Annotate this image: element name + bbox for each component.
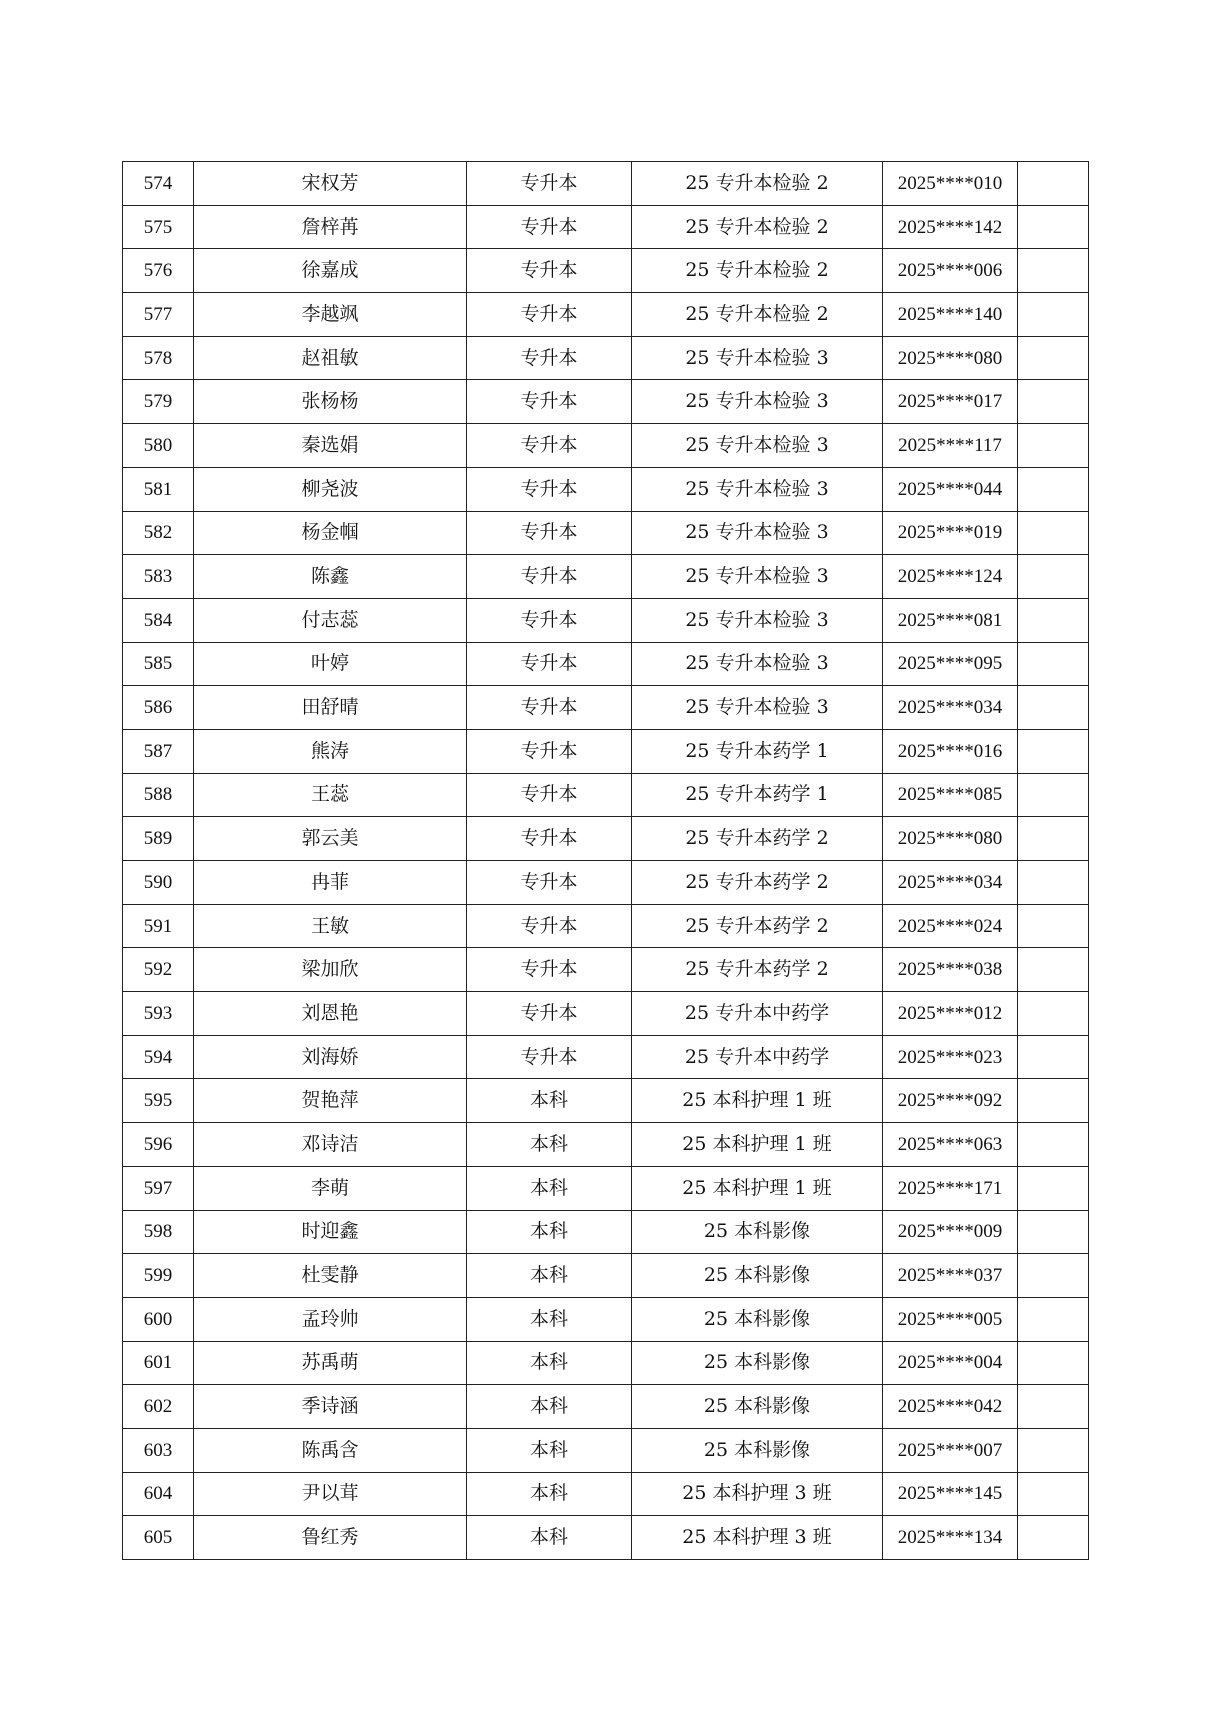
remarks-cell xyxy=(1018,1516,1089,1560)
program-type-cell: 专升本 xyxy=(467,293,632,337)
program-type-cell: 本科 xyxy=(467,1254,632,1298)
row-number-cell: 604 xyxy=(123,1472,194,1516)
table-row xyxy=(123,1428,1089,1472)
student-id-cell: 2025****006 xyxy=(883,249,1018,293)
program-type-cell: 本科 xyxy=(467,1166,632,1210)
student-id-cell: 2025****134 xyxy=(883,1516,1018,1560)
student-id-cell: 2025****037 xyxy=(883,1254,1018,1298)
table-row xyxy=(123,642,1089,686)
table-row xyxy=(123,904,1089,948)
student-name-cell: 苏禹萌 xyxy=(194,1341,467,1385)
table-row xyxy=(123,1035,1089,1079)
table-row xyxy=(123,948,1089,992)
program-type-cell: 专升本 xyxy=(467,336,632,380)
program-type-cell: 本科 xyxy=(467,1297,632,1341)
student-name-cell: 张杨杨 xyxy=(194,380,467,424)
class-name-cell: 25 专升本药学 2 xyxy=(632,861,883,905)
class-name-cell: 25 专升本检验 3 xyxy=(632,598,883,642)
remarks-cell xyxy=(1018,1035,1089,1079)
remarks-cell xyxy=(1018,467,1089,511)
table-row xyxy=(123,861,1089,905)
class-name-cell: 25 本科影像 xyxy=(632,1210,883,1254)
table-row xyxy=(123,249,1089,293)
student-id-cell: 2025****095 xyxy=(883,642,1018,686)
table-row xyxy=(123,817,1089,861)
row-number-cell: 586 xyxy=(123,686,194,730)
row-number-cell: 581 xyxy=(123,467,194,511)
program-type-cell: 专升本 xyxy=(467,773,632,817)
remarks-cell xyxy=(1018,162,1089,206)
class-name-cell: 25 专升本药学 2 xyxy=(632,904,883,948)
row-number-cell: 575 xyxy=(123,205,194,249)
row-number-cell: 579 xyxy=(123,380,194,424)
student-name-cell: 熊涛 xyxy=(194,729,467,773)
program-type-cell: 专升本 xyxy=(467,467,632,511)
row-number-cell: 593 xyxy=(123,992,194,1036)
student-name-cell: 时迎鑫 xyxy=(194,1210,467,1254)
row-number-cell: 583 xyxy=(123,555,194,599)
student-id-cell: 2025****044 xyxy=(883,467,1018,511)
program-type-cell: 专升本 xyxy=(467,598,632,642)
row-number-cell: 584 xyxy=(123,598,194,642)
class-name-cell: 25 专升本检验 2 xyxy=(632,205,883,249)
program-type-cell: 本科 xyxy=(467,1079,632,1123)
class-name-cell: 25 专升本检验 3 xyxy=(632,511,883,555)
student-name-cell: 田舒晴 xyxy=(194,686,467,730)
class-name-cell: 25 专升本检验 3 xyxy=(632,424,883,468)
row-number-cell: 574 xyxy=(123,162,194,206)
class-name-cell: 25 专升本检验 3 xyxy=(632,642,883,686)
remarks-cell xyxy=(1018,1297,1089,1341)
program-type-cell: 本科 xyxy=(467,1472,632,1516)
roster-table-body xyxy=(123,162,1089,1560)
remarks-cell xyxy=(1018,992,1089,1036)
student-name-cell: 付志蕊 xyxy=(194,598,467,642)
remarks-cell xyxy=(1018,293,1089,337)
student-id-cell: 2025****038 xyxy=(883,948,1018,992)
student-name-cell: 宋权芳 xyxy=(194,162,467,206)
student-id-cell: 2025****024 xyxy=(883,904,1018,948)
student-name-cell: 李萌 xyxy=(194,1166,467,1210)
student-id-cell: 2025****009 xyxy=(883,1210,1018,1254)
row-number-cell: 589 xyxy=(123,817,194,861)
student-id-cell: 2025****005 xyxy=(883,1297,1018,1341)
student-name-cell: 尹以茸 xyxy=(194,1472,467,1516)
remarks-cell xyxy=(1018,773,1089,817)
student-id-cell: 2025****034 xyxy=(883,686,1018,730)
student-name-cell: 冉菲 xyxy=(194,861,467,905)
student-name-cell: 陈鑫 xyxy=(194,555,467,599)
class-name-cell: 25 专升本药学 2 xyxy=(632,948,883,992)
remarks-cell xyxy=(1018,424,1089,468)
class-name-cell: 25 本科影像 xyxy=(632,1428,883,1472)
program-type-cell: 本科 xyxy=(467,1210,632,1254)
remarks-cell xyxy=(1018,904,1089,948)
class-name-cell: 25 专升本检验 2 xyxy=(632,162,883,206)
student-name-cell: 陈禹含 xyxy=(194,1428,467,1472)
row-number-cell: 592 xyxy=(123,948,194,992)
class-name-cell: 25 专升本药学 2 xyxy=(632,817,883,861)
student-name-cell: 杨金帼 xyxy=(194,511,467,555)
program-type-cell: 专升本 xyxy=(467,948,632,992)
program-type-cell: 专升本 xyxy=(467,861,632,905)
student-id-cell: 2025****124 xyxy=(883,555,1018,599)
table-row xyxy=(123,598,1089,642)
program-type-cell: 专升本 xyxy=(467,511,632,555)
table-row xyxy=(123,467,1089,511)
row-number-cell: 596 xyxy=(123,1123,194,1167)
program-type-cell: 专升本 xyxy=(467,642,632,686)
table-row xyxy=(123,1123,1089,1167)
student-name-cell: 梁加欣 xyxy=(194,948,467,992)
remarks-cell xyxy=(1018,249,1089,293)
table-row xyxy=(123,1472,1089,1516)
row-number-cell: 582 xyxy=(123,511,194,555)
program-type-cell: 专升本 xyxy=(467,904,632,948)
table-row xyxy=(123,511,1089,555)
row-number-cell: 587 xyxy=(123,729,194,773)
student-name-cell: 赵祖敏 xyxy=(194,336,467,380)
row-number-cell: 601 xyxy=(123,1341,194,1385)
program-type-cell: 本科 xyxy=(467,1123,632,1167)
class-name-cell: 25 本科影像 xyxy=(632,1341,883,1385)
student-id-cell: 2025****092 xyxy=(883,1079,1018,1123)
class-name-cell: 25 专升本中药学 xyxy=(632,1035,883,1079)
student-id-cell: 2025****012 xyxy=(883,992,1018,1036)
table-row xyxy=(123,555,1089,599)
class-name-cell: 25 专升本检验 2 xyxy=(632,293,883,337)
table-row xyxy=(123,1297,1089,1341)
class-name-cell: 25 专升本检验 3 xyxy=(632,380,883,424)
class-name-cell: 25 专升本检验 3 xyxy=(632,555,883,599)
class-name-cell: 25 专升本药学 1 xyxy=(632,729,883,773)
class-name-cell: 25 本科护理 1 班 xyxy=(632,1079,883,1123)
table-row xyxy=(123,1079,1089,1123)
program-type-cell: 专升本 xyxy=(467,686,632,730)
student-name-cell: 刘恩艳 xyxy=(194,992,467,1036)
student-name-cell: 季诗涵 xyxy=(194,1385,467,1429)
remarks-cell xyxy=(1018,1428,1089,1472)
row-number-cell: 594 xyxy=(123,1035,194,1079)
remarks-cell xyxy=(1018,1123,1089,1167)
class-name-cell: 25 专升本药学 1 xyxy=(632,773,883,817)
class-name-cell: 25 专升本检验 3 xyxy=(632,336,883,380)
student-name-cell: 王敏 xyxy=(194,904,467,948)
student-name-cell: 柳尧波 xyxy=(194,467,467,511)
table-row xyxy=(123,992,1089,1036)
row-number-cell: 600 xyxy=(123,1297,194,1341)
student-roster-table xyxy=(122,161,1089,1560)
remarks-cell xyxy=(1018,1472,1089,1516)
student-id-cell: 2025****042 xyxy=(883,1385,1018,1429)
class-name-cell: 25 本科护理 3 班 xyxy=(632,1472,883,1516)
row-number-cell: 599 xyxy=(123,1254,194,1298)
student-name-cell: 王蕊 xyxy=(194,773,467,817)
student-id-cell: 2025****023 xyxy=(883,1035,1018,1079)
row-number-cell: 590 xyxy=(123,861,194,905)
table-row xyxy=(123,1341,1089,1385)
remarks-cell xyxy=(1018,205,1089,249)
remarks-cell xyxy=(1018,948,1089,992)
table-row xyxy=(123,293,1089,337)
class-name-cell: 25 专升本检验 3 xyxy=(632,686,883,730)
remarks-cell xyxy=(1018,380,1089,424)
student-id-cell: 2025****171 xyxy=(883,1166,1018,1210)
program-type-cell: 专升本 xyxy=(467,162,632,206)
program-type-cell: 专升本 xyxy=(467,1035,632,1079)
student-id-cell: 2025****019 xyxy=(883,511,1018,555)
remarks-cell xyxy=(1018,861,1089,905)
row-number-cell: 597 xyxy=(123,1166,194,1210)
remarks-cell xyxy=(1018,1385,1089,1429)
row-number-cell: 603 xyxy=(123,1428,194,1472)
program-type-cell: 本科 xyxy=(467,1516,632,1560)
student-name-cell: 叶婷 xyxy=(194,642,467,686)
remarks-cell xyxy=(1018,511,1089,555)
program-type-cell: 专升本 xyxy=(467,555,632,599)
student-id-cell: 2025****145 xyxy=(883,1472,1018,1516)
class-name-cell: 25 本科影像 xyxy=(632,1254,883,1298)
remarks-cell xyxy=(1018,598,1089,642)
table-row xyxy=(123,205,1089,249)
student-id-cell: 2025****140 xyxy=(883,293,1018,337)
class-name-cell: 25 专升本中药学 xyxy=(632,992,883,1036)
remarks-cell xyxy=(1018,555,1089,599)
program-type-cell: 专升本 xyxy=(467,205,632,249)
student-name-cell: 郭云美 xyxy=(194,817,467,861)
class-name-cell: 25 专升本检验 3 xyxy=(632,467,883,511)
student-name-cell: 邓诗洁 xyxy=(194,1123,467,1167)
row-number-cell: 578 xyxy=(123,336,194,380)
program-type-cell: 本科 xyxy=(467,1385,632,1429)
student-name-cell: 刘海娇 xyxy=(194,1035,467,1079)
remarks-cell xyxy=(1018,1079,1089,1123)
table-row xyxy=(123,336,1089,380)
program-type-cell: 专升本 xyxy=(467,729,632,773)
table-row xyxy=(123,162,1089,206)
student-name-cell: 詹梓苒 xyxy=(194,205,467,249)
remarks-cell xyxy=(1018,1341,1089,1385)
student-name-cell: 杜雯静 xyxy=(194,1254,467,1298)
row-number-cell: 605 xyxy=(123,1516,194,1560)
class-name-cell: 25 本科影像 xyxy=(632,1297,883,1341)
table-row xyxy=(123,424,1089,468)
table-row xyxy=(123,773,1089,817)
student-id-cell: 2025****010 xyxy=(883,162,1018,206)
remarks-cell xyxy=(1018,336,1089,380)
student-name-cell: 孟玲帅 xyxy=(194,1297,467,1341)
remarks-cell xyxy=(1018,686,1089,730)
student-id-cell: 2025****081 xyxy=(883,598,1018,642)
student-name-cell: 秦选娟 xyxy=(194,424,467,468)
program-type-cell: 专升本 xyxy=(467,380,632,424)
row-number-cell: 580 xyxy=(123,424,194,468)
remarks-cell xyxy=(1018,817,1089,861)
class-name-cell: 25 本科影像 xyxy=(632,1385,883,1429)
program-type-cell: 专升本 xyxy=(467,424,632,468)
student-id-cell: 2025****080 xyxy=(883,817,1018,861)
program-type-cell: 本科 xyxy=(467,1341,632,1385)
student-id-cell: 2025****142 xyxy=(883,205,1018,249)
row-number-cell: 595 xyxy=(123,1079,194,1123)
student-name-cell: 鲁红秀 xyxy=(194,1516,467,1560)
student-name-cell: 贺艳萍 xyxy=(194,1079,467,1123)
row-number-cell: 585 xyxy=(123,642,194,686)
table-row xyxy=(123,1166,1089,1210)
student-id-cell: 2025****085 xyxy=(883,773,1018,817)
row-number-cell: 576 xyxy=(123,249,194,293)
student-id-cell: 2025****063 xyxy=(883,1123,1018,1167)
table-row xyxy=(123,1516,1089,1560)
table-row xyxy=(123,380,1089,424)
student-id-cell: 2025****016 xyxy=(883,729,1018,773)
student-id-cell: 2025****017 xyxy=(883,380,1018,424)
remarks-cell xyxy=(1018,1254,1089,1298)
student-id-cell: 2025****034 xyxy=(883,861,1018,905)
row-number-cell: 598 xyxy=(123,1210,194,1254)
row-number-cell: 588 xyxy=(123,773,194,817)
student-id-cell: 2025****080 xyxy=(883,336,1018,380)
row-number-cell: 602 xyxy=(123,1385,194,1429)
program-type-cell: 专升本 xyxy=(467,249,632,293)
remarks-cell xyxy=(1018,1210,1089,1254)
class-name-cell: 25 本科护理 1 班 xyxy=(632,1166,883,1210)
class-name-cell: 25 本科护理 3 班 xyxy=(632,1516,883,1560)
student-id-cell: 2025****004 xyxy=(883,1341,1018,1385)
table-row xyxy=(123,1385,1089,1429)
remarks-cell xyxy=(1018,729,1089,773)
table-row xyxy=(123,1254,1089,1298)
class-name-cell: 25 专升本检验 2 xyxy=(632,249,883,293)
remarks-cell xyxy=(1018,1166,1089,1210)
student-name-cell: 李越飒 xyxy=(194,293,467,337)
table-row xyxy=(123,729,1089,773)
remarks-cell xyxy=(1018,642,1089,686)
row-number-cell: 591 xyxy=(123,904,194,948)
student-name-cell: 徐嘉成 xyxy=(194,249,467,293)
table-row xyxy=(123,686,1089,730)
program-type-cell: 专升本 xyxy=(467,817,632,861)
table-row xyxy=(123,1210,1089,1254)
class-name-cell: 25 本科护理 1 班 xyxy=(632,1123,883,1167)
program-type-cell: 本科 xyxy=(467,1428,632,1472)
student-id-cell: 2025****007 xyxy=(883,1428,1018,1472)
student-id-cell: 2025****117 xyxy=(883,424,1018,468)
program-type-cell: 专升本 xyxy=(467,992,632,1036)
row-number-cell: 577 xyxy=(123,293,194,337)
